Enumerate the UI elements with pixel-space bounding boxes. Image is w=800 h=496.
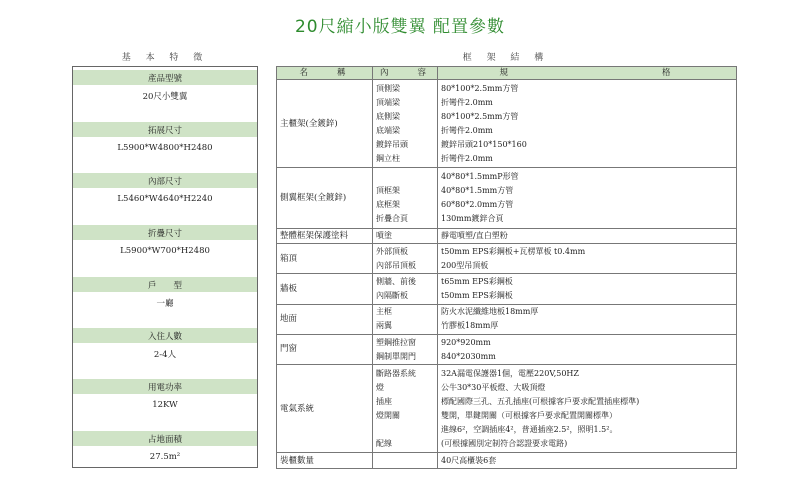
basic-label: 入住人數: [73, 328, 257, 343]
basic-label: 占地面積: [73, 431, 257, 446]
table-header-row: [277, 67, 737, 80]
content-cell: [373, 244, 438, 274]
basic-value: L5900*W4800*H2480: [73, 140, 257, 155]
content-item: 斷路器系統: [376, 368, 416, 378]
spec-item: 40*80*1.5mmP形管: [441, 172, 519, 182]
table-row: [277, 168, 737, 228]
content-item: 插座: [376, 396, 392, 406]
basic-label: 用電功率: [73, 379, 257, 394]
basic-value: 20尺小雙翼: [73, 88, 257, 103]
table-row: [277, 228, 737, 244]
spec-item: (可根據國別定制符合認證要求電路): [441, 438, 568, 448]
content-cell: [373, 228, 438, 244]
basic-value: 12KW: [73, 397, 257, 412]
content-item: 底端梁: [376, 125, 400, 135]
basic-value: L5460*W4640*H2240: [73, 191, 257, 206]
spec-item: 折彎件2.0mm: [441, 125, 493, 135]
content-item: [376, 423, 434, 437]
spec-item: 靜電噴塑/直白塑粉: [441, 231, 508, 241]
group-name: 側翼框架(全鍍鋅): [277, 168, 373, 228]
basic-features-heading: 基 本 特 徵: [121, 53, 209, 63]
spec-table-body: [277, 80, 737, 469]
content-item: 鍍鋅吊頭: [376, 139, 408, 149]
content-item: [376, 454, 434, 468]
group-name: 箱頂: [277, 244, 373, 274]
spec-cell: [438, 304, 737, 334]
table-row: [277, 80, 737, 168]
spec-item: t50mm EPS彩鋼板: [441, 291, 513, 301]
content-item: 底框架: [376, 200, 400, 210]
content-cell: [373, 453, 438, 469]
spec-item: 折彎件2.0mm: [441, 97, 493, 107]
table-row: [277, 274, 737, 304]
content-item: 鋼立柱: [376, 153, 400, 163]
table-row: [277, 334, 737, 364]
content-item: 鋼制單開門: [376, 351, 416, 361]
content-item: 內部吊頂板: [376, 261, 416, 271]
spec-cell: [438, 168, 737, 228]
spec-item: 80*100*2.5mm方管: [441, 111, 519, 121]
header-spec: 規 格: [438, 67, 737, 80]
content-item: 頂框架: [376, 186, 400, 196]
table-row: [277, 453, 737, 469]
spec-item: 840*2030mm: [441, 351, 496, 361]
group-name: 整體框架保護塗料: [277, 228, 373, 244]
content-cell: [373, 80, 438, 168]
content-item: 頂側梁: [376, 83, 400, 93]
content-item: 燈: [376, 382, 384, 392]
group-name: 裝櫃數量: [277, 453, 373, 469]
basic-value: 一廳: [73, 295, 257, 310]
content-cell: [373, 304, 438, 334]
header-name: 名 稱: [277, 67, 373, 80]
spec-item: 200型吊頂板: [441, 261, 489, 271]
content-cell: [373, 274, 438, 304]
group-name: 地面: [277, 304, 373, 334]
spec-item: 32A漏電保護器1個，電壓220V,50HZ: [441, 368, 579, 378]
spec-item: 80*100*2.5mm方管: [441, 83, 519, 93]
spec-item: t65mm EPS彩鋼板: [441, 277, 513, 287]
spec-item: 130mm鍍鋅合頁: [441, 214, 504, 224]
table-row: [277, 364, 737, 452]
content-item: 內隔斷板: [376, 291, 408, 301]
spec-item: 防火水泥纖維地板18mm厚: [441, 307, 539, 317]
spec-item: 40尺高櫃裝6套: [441, 455, 497, 465]
spec-cell: [438, 228, 737, 244]
spec-cell: [438, 334, 737, 364]
spec-item: 標配國際三孔、五孔插座(可根據客戶要求配置插座標準): [441, 396, 640, 406]
spec-table: [276, 66, 737, 469]
basic-features-panel: [72, 66, 258, 468]
group-name: 電氣系統: [277, 364, 373, 452]
basic-label: 戶 型: [73, 277, 257, 292]
content-item: 燈開關: [376, 410, 400, 420]
content-item: 主框: [376, 307, 392, 317]
content-item: 兩翼: [376, 321, 392, 331]
content-cell: [373, 334, 438, 364]
content-item: 底側梁: [376, 111, 400, 121]
page-title: 20尺縮小版雙翼 配置參數: [294, 17, 506, 37]
table-row: [277, 304, 737, 334]
spec-item: 40*80*1.5mm方管: [441, 186, 514, 196]
spec-item: t50mm EPS彩鋼板+瓦楞單板 t0.4mm: [441, 247, 586, 257]
spec-cell: [438, 244, 737, 274]
basic-value: 27.5m²: [73, 449, 257, 464]
spec-item: 折彎件2.0mm: [441, 153, 493, 163]
header-content: 內 容: [373, 67, 438, 80]
content-item: 頂端梁: [376, 97, 400, 107]
basic-value: L5900*W700*H2480: [73, 243, 257, 258]
spec-item: 920*920mm: [441, 337, 491, 347]
spec-cell: [438, 80, 737, 168]
basic-value: 2-4人: [73, 346, 257, 361]
group-name: 門窗: [277, 334, 373, 364]
spec-item: 進線6²，空調插座4²，普通插座2.5²，照明1.5²。: [441, 424, 618, 434]
content-item: [376, 170, 434, 184]
frame-structure-heading: 框 架 結 構: [462, 53, 550, 63]
spec-item: 雙開，單鍵開關（可根據客戶要求配置開關標準）: [441, 410, 617, 420]
spec-item: 60*80*2.0mm方管: [441, 200, 514, 210]
basic-label: 拓展尺寸: [73, 122, 257, 137]
content-item: 噴塗: [376, 231, 392, 241]
content-item: 塑鋼推拉窗: [376, 337, 416, 347]
spec-cell: [438, 274, 737, 304]
content-item: 側牆、前後: [376, 277, 416, 287]
content-cell: [373, 364, 438, 452]
basic-label: 內部尺寸: [73, 173, 257, 188]
table-row: [277, 244, 737, 274]
basic-label: 產品型號: [73, 70, 257, 85]
spec-cell: [438, 453, 737, 469]
group-name: 牆板: [277, 274, 373, 304]
basic-label: 折疊尺寸: [73, 225, 257, 240]
spec-item: 公牛30*30平板燈、大吸頂燈: [441, 382, 546, 392]
content-item: 折疊合頁: [376, 214, 408, 224]
content-cell: [373, 168, 438, 228]
spec-item: 竹膠板18mm厚: [441, 321, 499, 331]
spec-cell: [438, 364, 737, 452]
content-item: 外部頂板: [376, 247, 408, 257]
content-item: 配線: [376, 438, 392, 448]
spec-item: 鍍鋅吊頭210*150*160: [441, 139, 527, 149]
group-name: 主櫃架(全鍍鋅): [277, 80, 373, 168]
